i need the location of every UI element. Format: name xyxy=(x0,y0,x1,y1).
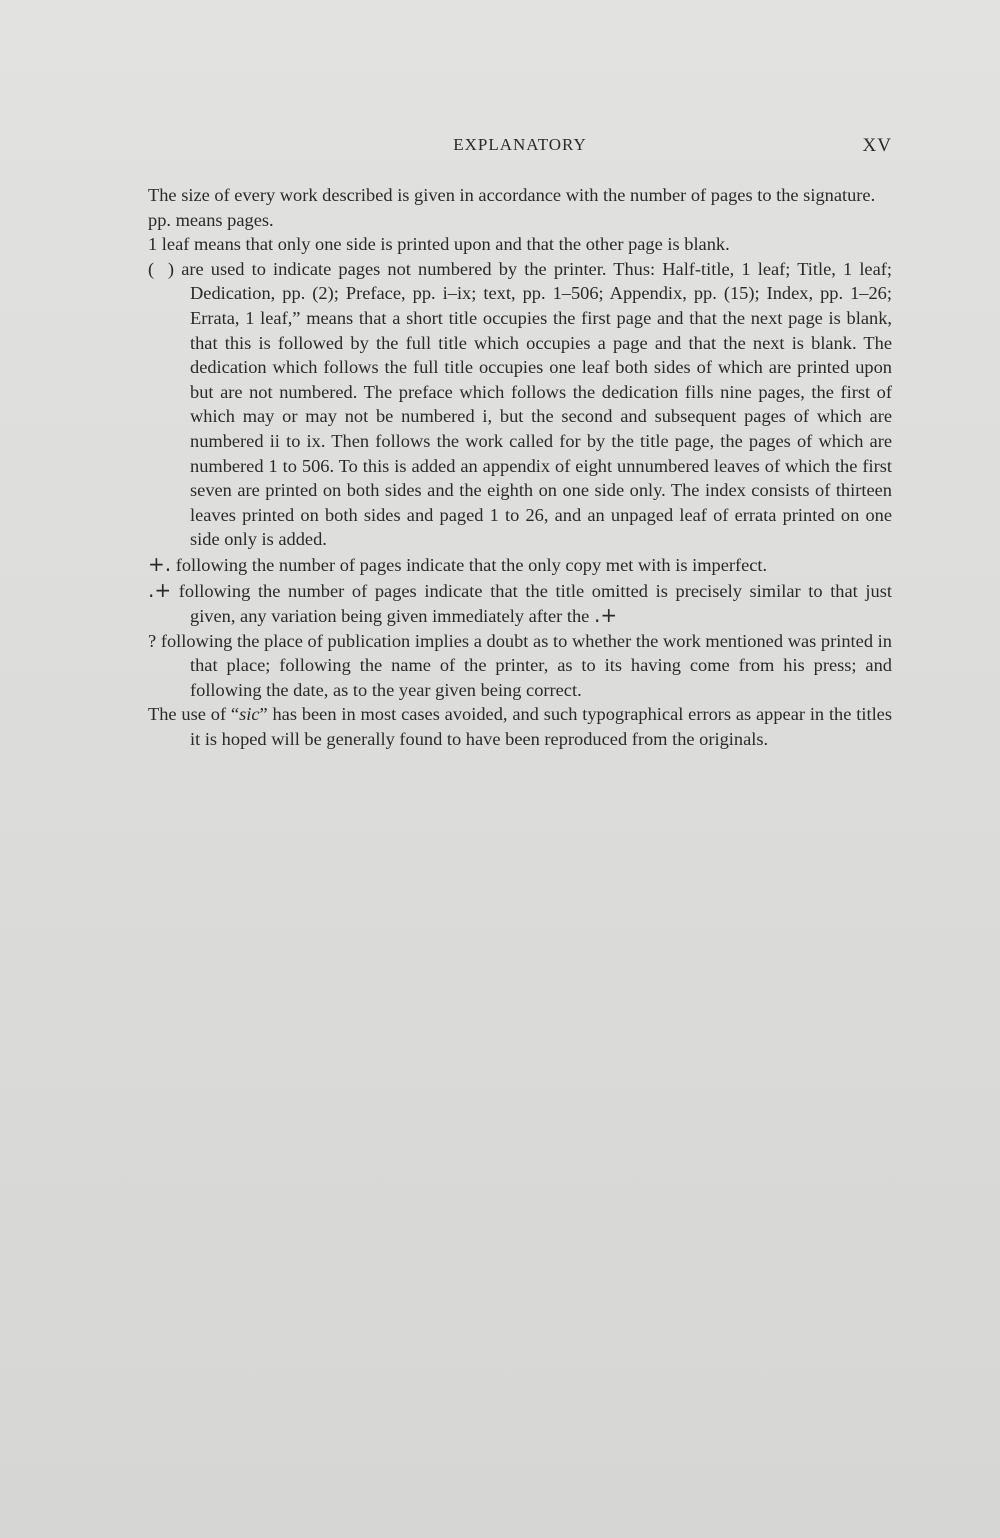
entry-parentheses xyxy=(148,257,892,552)
page-header xyxy=(148,135,892,159)
entry-size xyxy=(148,183,892,208)
entry-text-after: ” has been in most cases avoided, and such typographical errors as appear in the titles it is hoped will be generally found to have been reproduced from the originals. xyxy=(190,704,892,750)
entry-text: following the number of pages indicate that the only copy met with is imperfect. xyxy=(175,554,768,575)
dot-plus-symbol: .+ xyxy=(148,577,172,602)
entry-text: The size of every work described is given in accordance with the number of pages to the signature. xyxy=(148,185,876,205)
plus-dot-symbol: +. xyxy=(148,551,172,576)
entry-text: are used to indicate pages not numbered by the printer. Thus: Half-title, 1 leaf; Title, 1 leaf; Dedication, pp. (2); Preface, pp. i–ix; text, pp. 1–506; Appendix, pp. (15); Index, pp. 1–26; Errata, 1 leaf,” means that a short title occupies the first page and that the next page is blank, that this is followed by the full title which occupies a page and that the next is blank. The dedication which follows the full title occupies one leaf both sides of which are printed upon but are not numbered. The preface which follows the dedication fills nine pages, the first of which may or may not be numbered i, but the second and subsequent pages of which are numbered ii to ix. Then follows the work called for by the title page, the pages of which are numbered 1 to 506. To this is added an appendix of eight unnumbered leaves of which the first seven are printed on both sides and the eighth on one side only. The index consists of thirteen leaves printed on both sides and paged 1 to 26, and an unpaged leaf of errata printed on one side only is added. xyxy=(181,258,892,550)
question-symbol: ? xyxy=(148,630,157,651)
running-title: EXPLANATORY xyxy=(453,135,587,154)
entry-sic xyxy=(148,702,892,751)
page-body xyxy=(148,183,892,752)
parentheses-symbol: ( ) xyxy=(148,258,175,279)
entry-similar xyxy=(148,578,892,629)
dot-plus-symbol-trailing: .+ xyxy=(593,603,618,628)
entry-leaf xyxy=(148,232,892,257)
sic-emphasis: sic xyxy=(239,704,260,725)
entry-text: following the place of publication implies a doubt as to whether the work mentioned was printed in that place; following the name of the printer, as to its having come from his press; and following the date, as to the year given being correct. xyxy=(160,630,892,700)
entry-imperfect xyxy=(148,552,892,578)
entry-text: 1 leaf means that only one side is printed upon and that the other page is blank. xyxy=(148,234,730,255)
entry-text: following the number of pages indicate that the title omitted is precisely similar to that just given, any variation being given immediately after the xyxy=(178,580,892,627)
entry-text-before: The use of “ xyxy=(148,704,240,725)
entry-text: pp. means pages. xyxy=(148,209,274,230)
page-number: XV xyxy=(862,135,892,156)
entry-pp xyxy=(148,208,892,233)
entry-question xyxy=(148,629,892,703)
